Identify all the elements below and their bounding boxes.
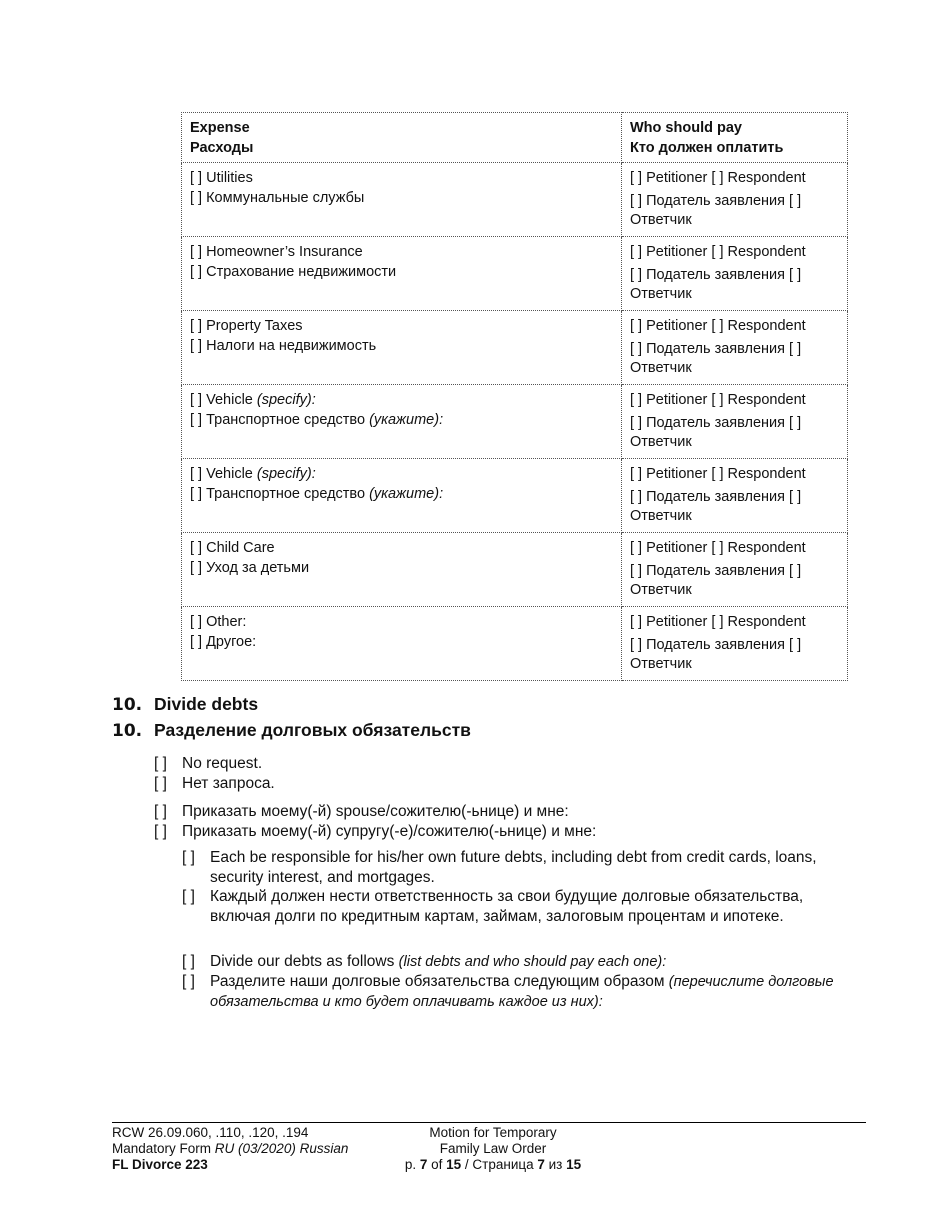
expense-label-ru <box>190 632 613 652</box>
checkbox[interactable]: [ ] <box>182 973 195 990</box>
expense-label-en <box>190 168 613 188</box>
who-pays-options-en[interactable]: [ ] Petitioner [ ] Respondent <box>630 392 806 408</box>
who-pays-options-en[interactable]: [ ] Petitioner [ ] Respondent <box>630 614 806 630</box>
expense-label-ru <box>190 188 613 208</box>
expense-row <box>182 459 848 533</box>
section-10-heading-en <box>112 694 258 715</box>
footer-center <box>393 1125 593 1173</box>
page-total: 15 <box>446 1157 462 1172</box>
who-header-ru: Кто должен оплатить <box>630 140 784 156</box>
expense-row <box>182 311 848 385</box>
page-of: of <box>427 1157 447 1172</box>
expense-text-en: [ ] Vehicle <box>190 466 257 482</box>
who-header <box>622 113 848 163</box>
footer-form-id <box>112 1157 348 1173</box>
checkbox[interactable]: [ ] <box>182 888 195 905</box>
who-pays-cell[interactable] <box>622 459 848 533</box>
footer-divider <box>112 1122 866 1123</box>
expense-text-ru: [ ] Транспортное средство <box>190 412 370 428</box>
expense-row <box>182 385 848 459</box>
each-responsible-label-ru: Каждый должен нести ответственность за свои будущие долговые обязательства, включая долги по кредитным картам, займам, залоговым процентам и ипотеке. <box>210 888 804 925</box>
expense-text-ru: [ ] Транспортное средство <box>190 486 370 502</box>
section-10-heading-ru <box>112 720 471 741</box>
expense-note-ru: (укажите): <box>369 486 444 502</box>
expense-cell[interactable] <box>182 163 622 237</box>
page-num: 7 <box>419 1157 428 1172</box>
checkbox[interactable]: [ ] <box>154 755 167 772</box>
section-number: 10. <box>112 695 143 715</box>
expense-text-en: [ ] Utilities <box>190 170 253 186</box>
who-pays-options-en[interactable]: [ ] Petitioner [ ] Respondent <box>630 170 806 186</box>
expense-label-ru <box>190 262 613 282</box>
order-option-en[interactable] <box>154 802 854 822</box>
expense-cell[interactable] <box>182 607 622 681</box>
who-pays-options-ru[interactable]: [ ] Податель заявления [ ] Ответчик <box>630 415 802 450</box>
divide-debts-text-en: Divide our debts as follows <box>210 953 399 970</box>
expense-row <box>182 533 848 607</box>
expense-note-en: (specify): <box>256 392 316 408</box>
expense-label-ru <box>190 336 613 356</box>
checkbox[interactable]: [ ] <box>154 823 167 840</box>
who-pays-options-en[interactable]: [ ] Petitioner [ ] Respondent <box>630 466 806 482</box>
who-pays-cell[interactable] <box>622 385 848 459</box>
who-pays-options-ru[interactable]: [ ] Податель заявления [ ] Ответчик <box>630 341 802 376</box>
table-header-row <box>182 113 848 163</box>
who-pays-cell[interactable] <box>622 163 848 237</box>
no-request-option-ru[interactable] <box>154 774 854 794</box>
expense-text-ru: [ ] Коммунальные службы <box>190 190 365 206</box>
checkbox[interactable]: [ ] <box>154 803 167 820</box>
who-pays-options-ru[interactable]: [ ] Податель заявления [ ] Ответчик <box>630 489 802 524</box>
who-pays-options-ru[interactable]: [ ] Податель заявления [ ] Ответчик <box>630 637 802 672</box>
expense-label-en <box>190 464 613 484</box>
who-pays-cell[interactable] <box>622 311 848 385</box>
who-pays-options-ru[interactable]: [ ] Податель заявления [ ] Ответчик <box>630 267 802 302</box>
who-pays-options-en[interactable]: [ ] Petitioner [ ] Respondent <box>630 244 806 260</box>
checkbox[interactable]: [ ] <box>182 849 195 866</box>
expense-text-en: [ ] Child Care <box>190 540 275 556</box>
divide-debts-option-en[interactable] <box>182 952 842 972</box>
footer-left <box>112 1125 348 1173</box>
footer-mandatory-version: RU (03/2020) Russian <box>214 1141 349 1156</box>
footer-rcw: RCW 26.09.060, .110, .120, .194 <box>112 1125 309 1140</box>
expense-text-en: [ ] Other: <box>190 614 247 630</box>
who-pays-options-ru[interactable]: [ ] Податель заявления [ ] Ответчик <box>630 193 802 228</box>
footer-mandatory-form <box>112 1141 348 1157</box>
no-request-option-en[interactable] <box>154 754 854 774</box>
footer-page-number <box>393 1157 593 1173</box>
section-title-ru: Разделение долговых обязательств <box>154 720 471 740</box>
who-pays-cell[interactable] <box>622 607 848 681</box>
expense-note-ru: (укажите): <box>369 412 444 428</box>
divide-debts-option-ru[interactable] <box>182 972 842 1012</box>
divide-debts-note-ru: (перечислите долговые обязательства и кто будет оплачивать каждое из них): <box>210 974 834 1010</box>
order-label-en: Приказать моему(-й) spouse/сожителю(-ьнице) и мне: <box>182 803 569 820</box>
who-pays-options-en[interactable]: [ ] Petitioner [ ] Respondent <box>630 540 806 556</box>
expense-header-ru: Расходы <box>190 140 254 156</box>
expense-text-en: [ ] Homeowner’s Insurance <box>190 244 363 260</box>
expense-text-en: [ ] Vehicle <box>190 392 257 408</box>
expense-label-ru <box>190 484 613 504</box>
expense-text-en: [ ] Property Taxes <box>190 318 303 334</box>
order-option-ru[interactable] <box>154 822 854 842</box>
divide-debts-label-ru <box>210 972 842 1012</box>
each-responsible-label-en: Each be responsible for his/her own future debts, including debt from credit cards, loans, security interest, and mortgages. <box>210 849 817 886</box>
expense-label-en <box>190 612 613 632</box>
expense-row <box>182 163 848 237</box>
expense-label-en <box>190 242 613 262</box>
expense-text-ru: [ ] Уход за детьми <box>190 560 310 576</box>
page-ru-of: из <box>544 1157 567 1172</box>
who-pays-cell[interactable] <box>622 237 848 311</box>
expense-label-ru <box>190 410 613 430</box>
checkbox[interactable]: [ ] <box>182 953 195 970</box>
expense-label-ru <box>190 558 613 578</box>
expense-row <box>182 237 848 311</box>
page-prefix: p. <box>404 1157 420 1172</box>
page-ru-prefix: / Страница <box>461 1157 538 1172</box>
each-responsible-option-en[interactable] <box>182 848 842 888</box>
expense-cell[interactable] <box>182 311 622 385</box>
expense-label-en <box>190 538 613 558</box>
no-request-label-en: No request. <box>182 755 263 772</box>
expense-text-ru: [ ] Налоги на недвижимость <box>190 338 377 354</box>
expense-note-en: (specify): <box>256 466 316 482</box>
divide-debts-text-ru: Разделите наши долговые обязательства следующим образом <box>210 973 669 990</box>
expense-cell[interactable] <box>182 385 622 459</box>
divide-debts-note-en: (list debts and who should pay each one): <box>398 954 667 970</box>
who-pays-options-ru[interactable]: [ ] Податель заявления [ ] Ответчик <box>630 563 802 598</box>
expense-label-en <box>190 390 613 410</box>
expense-label-en <box>190 316 613 336</box>
expense-text-ru: [ ] Другое: <box>190 634 257 650</box>
order-label-ru: Приказать моему(-й) супругу(-е)/сожителю(-ьнице) и мне: <box>182 823 597 840</box>
divide-debts-label-en <box>210 952 666 972</box>
footer-form-id-text: FL Divorce 223 <box>112 1157 208 1172</box>
page-ru-total: 15 <box>566 1157 582 1172</box>
footer-title-line2: Family Law Order <box>439 1141 547 1156</box>
each-responsible-option-ru[interactable] <box>182 887 842 947</box>
expense-row <box>182 607 848 681</box>
who-pays-options-en[interactable]: [ ] Petitioner [ ] Respondent <box>630 318 806 334</box>
section-title-en: Divide debts <box>154 694 259 714</box>
section-number: 10. <box>112 721 143 741</box>
checkbox[interactable]: [ ] <box>154 775 167 792</box>
expense-cell[interactable] <box>182 237 622 311</box>
expense-cell[interactable] <box>182 459 622 533</box>
page-ru-num: 7 <box>537 1157 545 1172</box>
who-header-en: Who should pay <box>630 120 742 136</box>
footer-title-line1: Motion for Temporary <box>429 1125 557 1140</box>
expense-text-ru: [ ] Страхование недвижимости <box>190 264 397 280</box>
expense-header-en: Expense <box>190 120 250 136</box>
expense-table <box>181 112 848 681</box>
expense-header <box>182 113 622 163</box>
no-request-label-ru: Нет запроса. <box>182 775 275 792</box>
who-pays-cell[interactable] <box>622 533 848 607</box>
expense-cell[interactable] <box>182 533 622 607</box>
footer-mandatory-label: Mandatory Form <box>112 1141 215 1156</box>
